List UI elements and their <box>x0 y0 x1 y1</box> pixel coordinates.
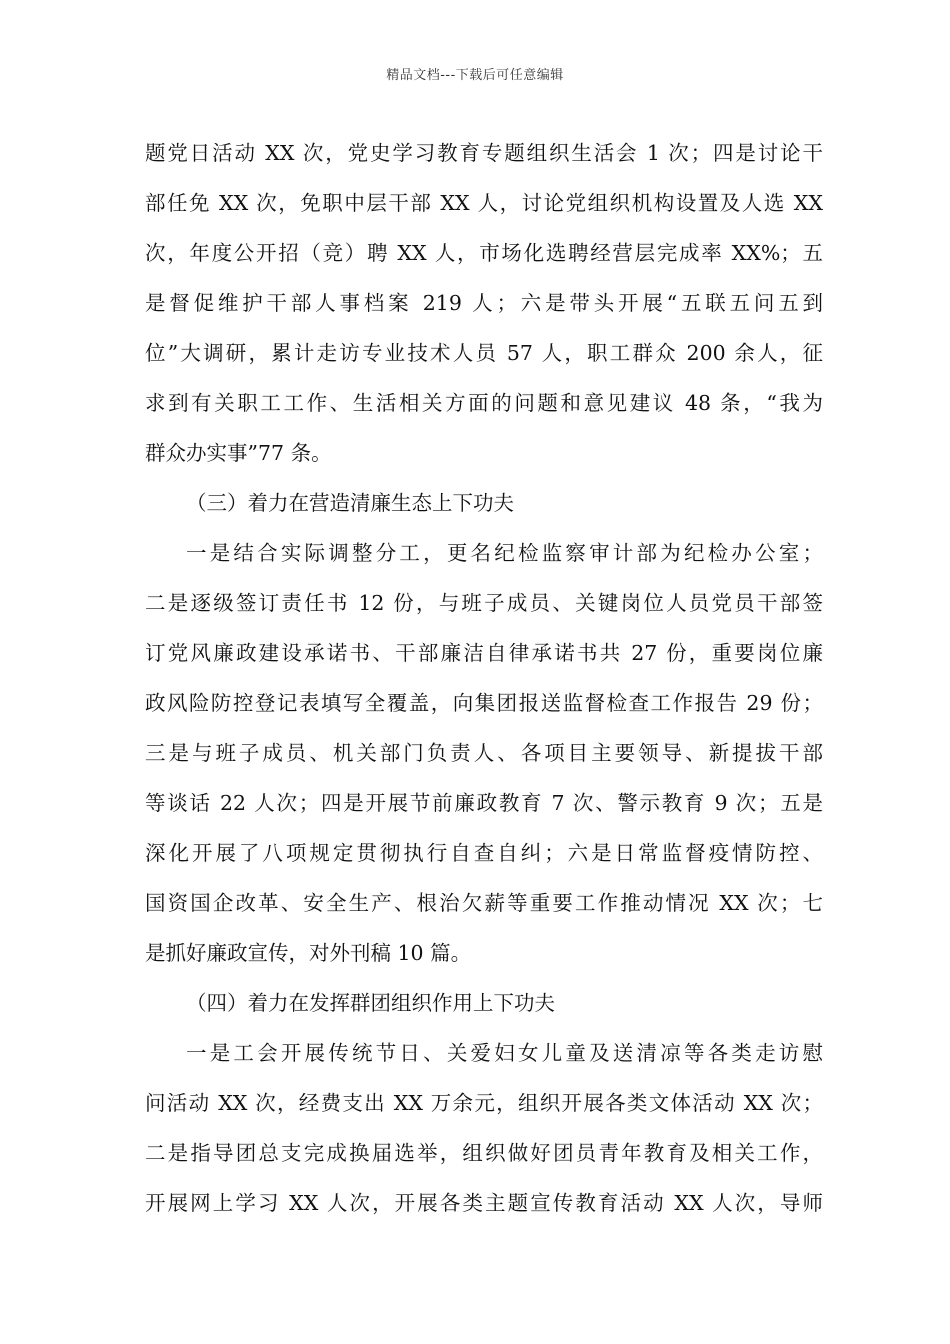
text-line: 二是逐级签订责任书 12 份，与班子成员、关键岗位人员党员干部签 <box>145 591 823 615</box>
text-line: 是督促维护干部人事档案 219 人；六是带头开展“五联五问五到 <box>145 291 823 315</box>
document-body <box>145 128 823 1228</box>
text-line: 一是工会开展传统节日、关爱妇女儿童及送清凉等各类走访慰 <box>186 1041 823 1065</box>
text-line: 部任免 XX 次，免职中层干部 XX 人，讨论党组织机构设置及人选 XX <box>145 191 823 215</box>
text-line: 是抓好廉政宣传，对外刊稿 10 篇。 <box>145 941 472 965</box>
text-line: 订党风廉政建设承诺书、干部廉洁自律承诺书共 27 份，重要岗位廉 <box>145 641 823 665</box>
text-line: （三）着力在营造清廉生态上下功夫 <box>186 491 514 515</box>
text-line: 等谈话 22 人次；四是开展节前廉政教育 7 次、警示教育 9 次；五是 <box>145 791 823 815</box>
text-line: 题党日活动 XX 次，党史学习教育专题组织生活会 1 次；四是讨论干 <box>145 141 823 165</box>
text-line: 群众办实事”77 条。 <box>145 441 332 465</box>
page-header: 精品文档---下载后可任意编辑 <box>386 68 564 83</box>
text-line: 一是结合实际调整分工，更名纪检监察审计部为纪检办公室； <box>186 541 823 565</box>
text-line: 次，年度公开招（竞）聘 XX 人，市场化选聘经营层完成率 XX%；五 <box>145 241 823 265</box>
text-line: 三是与班子成员、机关部门负责人、各项目主要领导、新提拔干部 <box>145 741 823 765</box>
text-line: 政风险防控登记表填写全覆盖，向集团报送监督检查工作报告 29 份； <box>145 691 823 715</box>
text-line: （四）着力在发挥群团组织作用上下功夫 <box>186 991 555 1015</box>
text-line: 位”大调研，累计走访专业技术人员 57 人，职工群众 200 余人，征 <box>145 341 823 365</box>
text-line: 二是指导团总支完成换届选举，组织做好团员青年教育及相关工作， <box>145 1141 823 1165</box>
text-line: 问活动 XX 次，经费支出 XX 万余元，组织开展各类文体活动 XX 次； <box>145 1091 823 1115</box>
text-line: 深化开展了八项规定贯彻执行自查自纠；六是日常监督疫情防控、 <box>145 841 823 865</box>
text-line: 开展网上学习 XX 人次，开展各类主题宣传教育活动 XX 人次，导师 <box>145 1191 823 1215</box>
text-line: 国资国企改革、安全生产、根治欠薪等重要工作推动情况 XX 次；七 <box>145 891 823 915</box>
text-line: 求到有关职工工作、生活相关方面的问题和意见建议 48 条，“我为 <box>145 391 823 415</box>
